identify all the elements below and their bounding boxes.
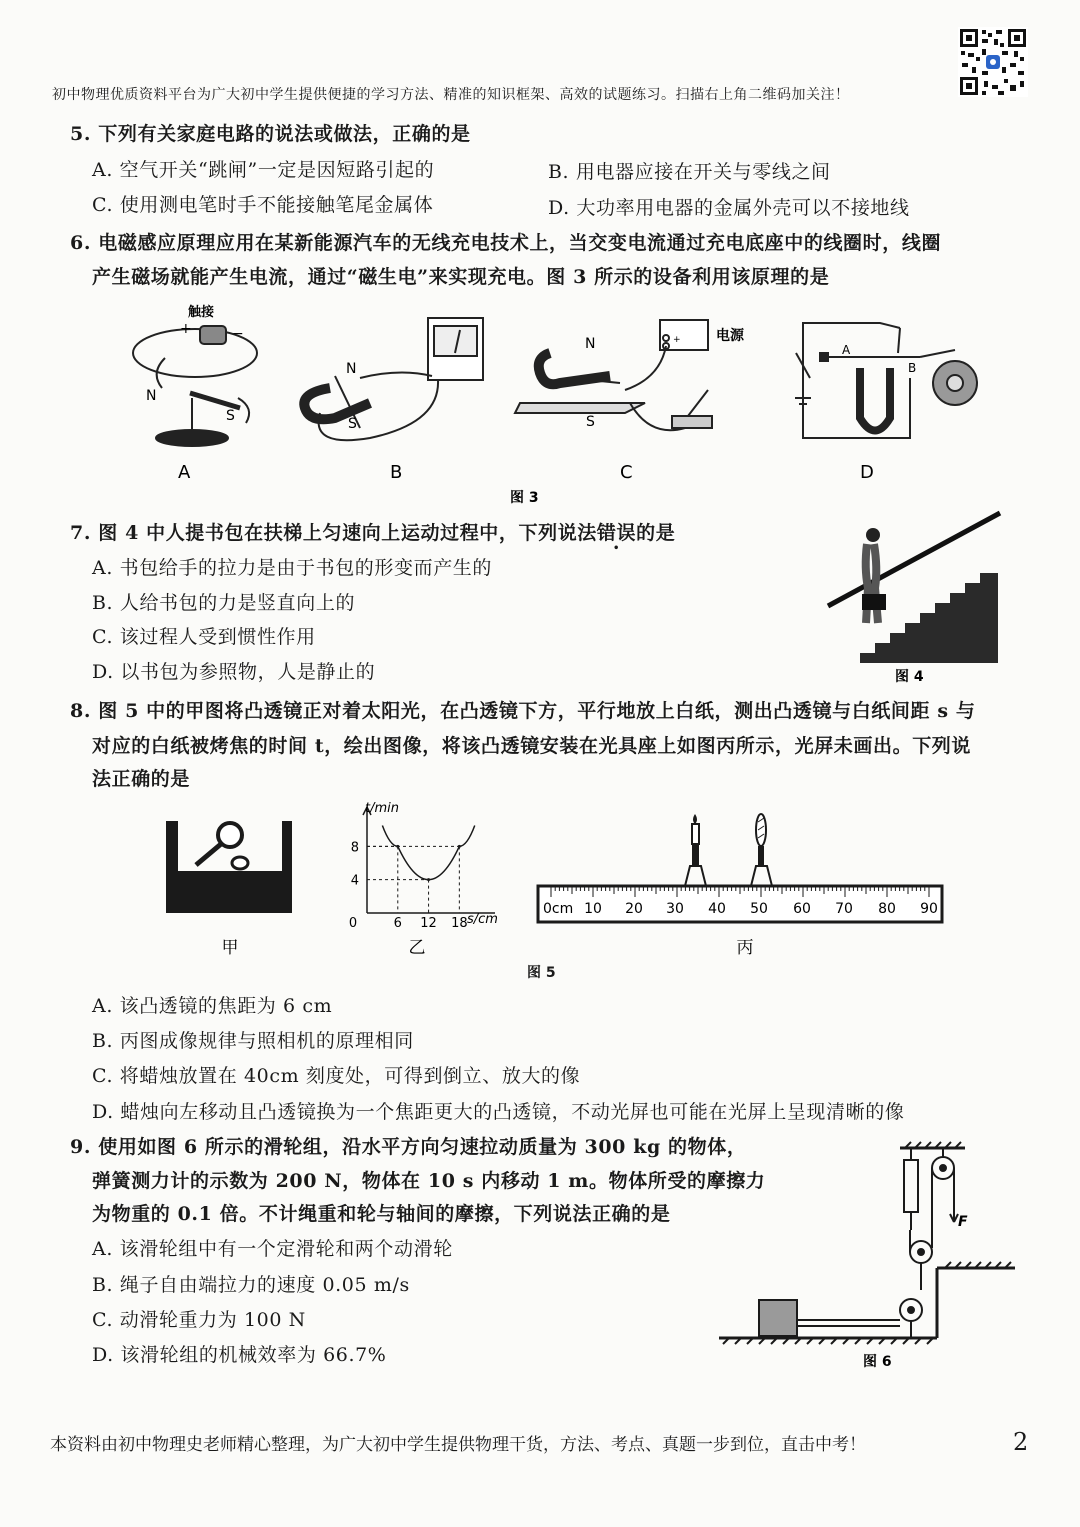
svg-text:S: S [586,414,595,430]
fig3-c-motor [515,320,712,430]
q5-option-a[interactable]: A. 空气开关“跳闸”一定是因短路引起的 [92,159,435,181]
fig4-caption: 图 4 [895,669,924,685]
figure-3 [120,298,1000,508]
q7-option-d[interactable]: D. 以书包为参照物，人是静止的 [92,661,376,683]
svg-text:S: S [226,408,235,424]
ruler-label-80: 80 [878,901,896,917]
fig3-label-c: C [620,462,633,483]
q8-option-d[interactable]: D. 蜡烛向左移动且凸透镜换为一个焦距更大的凸透镜，不动光屏也可能在光屏上呈现清晰的像 [92,1101,905,1123]
q5-option-d[interactable]: D. 大功率用电器的金属外壳可以不接地线 [548,197,910,219]
fig5-label-yi: 乙 [408,938,426,958]
ruler-label-10: 10 [584,901,602,917]
footer-text: 本资料由初中物理史老师精心整理，为广大初中学生提供物理干货，方法、考点、真题一步到位，直击中考！ [50,1435,866,1455]
q8-option-a[interactable]: A. 该凸透镜的焦距为 6 cm [92,995,333,1017]
chart-xlabel: s/cm [467,912,498,927]
fig3-touch-label: 触接 [188,305,215,320]
chart-point [458,845,461,848]
q6-stem-line1: 6. 电磁感应原理应用在某新能源汽车的无线充电技术上，当交变电流通过充电底座中的线圈时，线圈 [70,232,942,254]
fig3-label-a: A [178,462,191,483]
q9-option-c[interactable]: C. 动滑轮重力为 100 N [92,1309,306,1331]
svg-text:B: B [908,361,917,375]
svg-text:N: N [346,361,357,377]
q8-stem-line1: 8. 图 5 中的甲图将凸透镜正对着太阳光，在凸透镜下方，平行地放上白纸，测出凸透镜与白纸间距 s 与 [70,700,976,722]
fig5-candle [685,814,706,886]
q9-option-a[interactable]: A. 该滑轮组中有一个定滑轮和两个动滑轮 [92,1238,453,1260]
ruler-label-40: 40 [708,901,726,917]
q8-option-b[interactable]: B. 丙图成像规律与照相机的原理相同 [92,1030,414,1052]
ruler-label-0: 0cm [543,901,574,917]
fig6-block [759,1300,797,1336]
figure-4 [820,508,1010,688]
chart-x-tick-label: 0 [348,916,358,931]
ruler-label-50: 50 [750,901,768,917]
fig3-d-bell [795,323,977,438]
q7-stem-pre: 7. 图 4 中人提书包在扶梯上匀速向上运动过程中，下列说法 [70,522,597,544]
svg-text:+: + [180,321,192,337]
fig3-caption: 图 3 [510,490,539,506]
q8-stem-line2: 对应的白纸被烤焦的时间 t，绘出图像，将该凸透镜安装在光具座上如图丙所示，光屏未画出。下列说 [92,735,971,757]
fig4-stairs [830,573,998,663]
q9-option-b[interactable]: B. 绳子自由端拉力的速度 0.05 m/s [92,1274,410,1296]
figure-5-yi-chart [335,795,510,960]
figure-6 [715,1140,1020,1375]
fig5-label-jia: 甲 [221,938,239,958]
chart-point [427,878,430,881]
figure-5-jia [160,815,300,960]
svg-text:N: N [146,388,157,404]
q7-option-c[interactable]: C. 该过程人受到惯性作用 [92,626,316,648]
ruler-label-20: 20 [625,901,643,917]
q9-stem-line3: 为物重的 0.1 倍。不计绳重和轮与轴间的摩擦，下列说法正确的是 [92,1203,671,1225]
svg-text:A: A [842,343,851,357]
chart-x-tick-label: 6 [393,916,402,931]
fig6-spring-scale [904,1160,918,1212]
fig6-caption: 图 6 [863,1354,892,1370]
header-text: 初中物理优质资料平台为广大初中学生提供便捷的学习方法、精准的知识框架、高效的试题练习。扫描右上角二维码加关注！ [52,87,850,103]
qr-code-graphic [958,27,1028,97]
q5-stem: 5. 下列有关家庭电路的说法或做法，正确的是 [70,123,471,145]
ruler-label-70: 70 [835,901,853,917]
q7-option-b[interactable]: B. 人给书包的力是竖直向上的 [92,592,356,614]
fig3-label-b: B [390,462,403,483]
q7-option-a[interactable]: A. 书包给手的拉力是由于书包的形变而产生的 [92,557,493,579]
fig4-bag [862,594,886,610]
ruler-label-30: 30 [666,901,684,917]
fig3-a-compass [133,326,257,446]
ruler-label-60: 60 [793,901,811,917]
chart-y-tick-label: 8 [350,840,359,856]
svg-text:+: + [673,335,681,345]
q8-stem-line3: 法正确的是 [92,768,191,790]
chart-ylabel: t/min [365,801,399,816]
q5-option-b[interactable]: B. 用电器应接在开关与零线之间 [548,161,831,183]
fig6-force-label: F [958,1214,968,1230]
chart-x-tick-label: 18 [451,916,468,931]
ruler-label-90: 90 [920,901,938,917]
svg-text:N: N [585,336,596,352]
fig4-person-head [866,528,880,542]
svg-text:−: − [232,326,244,342]
chart-axes [363,807,495,913]
chart-y-tick-label: 4 [350,873,359,889]
fig5-lens [751,814,772,886]
q9-stem-line1: 9. 使用如图 6 所示的滑轮组，沿水平方向匀速拉动质量为 300 kg 的物体， [70,1136,747,1158]
fig5-magnifier-icon [218,823,242,847]
fig5-caption: 图 5 [527,965,556,981]
q9-stem-line2: 弹簧测力计的示数为 200 N，物体在 10 s 内移动 1 m。物体所受的摩擦力 [92,1170,766,1192]
chart-x-tick-label: 12 [420,916,437,931]
fig3-label-d: D [860,462,874,483]
fig3-b-generator [304,318,483,440]
q8-option-c[interactable]: C. 将蜡烛放置在 40cm 刻度处，可得到倒立、放大的像 [92,1065,581,1087]
q5-option-c[interactable]: C. 使用测电笔时手不能接触笔尾金属体 [92,194,434,216]
chart-curve [382,826,474,880]
q7-stem-post: 的是 [636,522,676,544]
q9-option-d[interactable]: D. 该滑轮组的机械效率为 66.7% [92,1344,387,1366]
fig5-label-bing: 丙 [736,938,754,958]
svg-text:S: S [348,416,357,432]
qr-code[interactable] [958,27,1028,97]
page-number: 2 [1013,1428,1029,1456]
figure-5-bing [535,810,947,960]
q7-stem [70,518,675,545]
fig3-power-label: 电源 [716,328,744,344]
q6-stem-line2: 产生磁场就能产生电流，通过“磁生电”来实现充电。图 3 所示的设备利用该原理的是 [92,266,830,288]
q7-stem-emphasis: 错误 [596,522,637,544]
